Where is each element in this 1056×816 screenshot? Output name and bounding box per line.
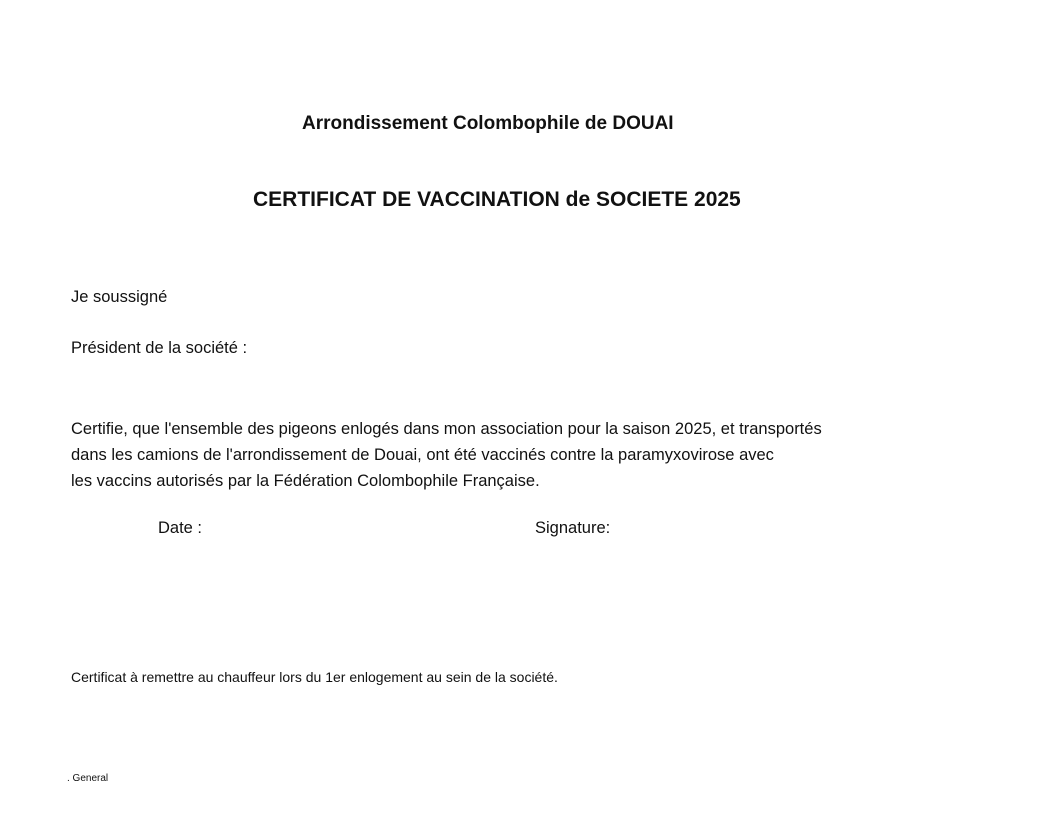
certification-line: dans les camions de l'arrondissement de Douai, ont été vaccinés contre la paramyxovirose avec [71, 446, 774, 464]
president-label: Président de la société : [71, 339, 248, 357]
certification-line: Certifie, que l'ensemble des pigeons enlogés dans mon association pour la saison 2025, et transportés [71, 420, 822, 438]
signature-label: Signature: [535, 519, 611, 537]
certification-paragraph [71, 416, 822, 494]
arrondissement-heading: Arrondissement Colombophile de DOUAI [302, 113, 674, 134]
footer-note: Certificat à remettre au chauffeur lors du 1er enlogement au sein de la société. [71, 669, 558, 685]
date-label: Date : [158, 519, 203, 537]
soussigne-label: Je soussigné [71, 288, 168, 306]
certification-line: les vaccins autorisés par la Fédération Colombophile Française. [71, 472, 540, 490]
classification-label: . General [67, 773, 109, 784]
certificate-title: CERTIFICAT DE VACCINATION de SOCIETE 2025 [253, 188, 741, 211]
